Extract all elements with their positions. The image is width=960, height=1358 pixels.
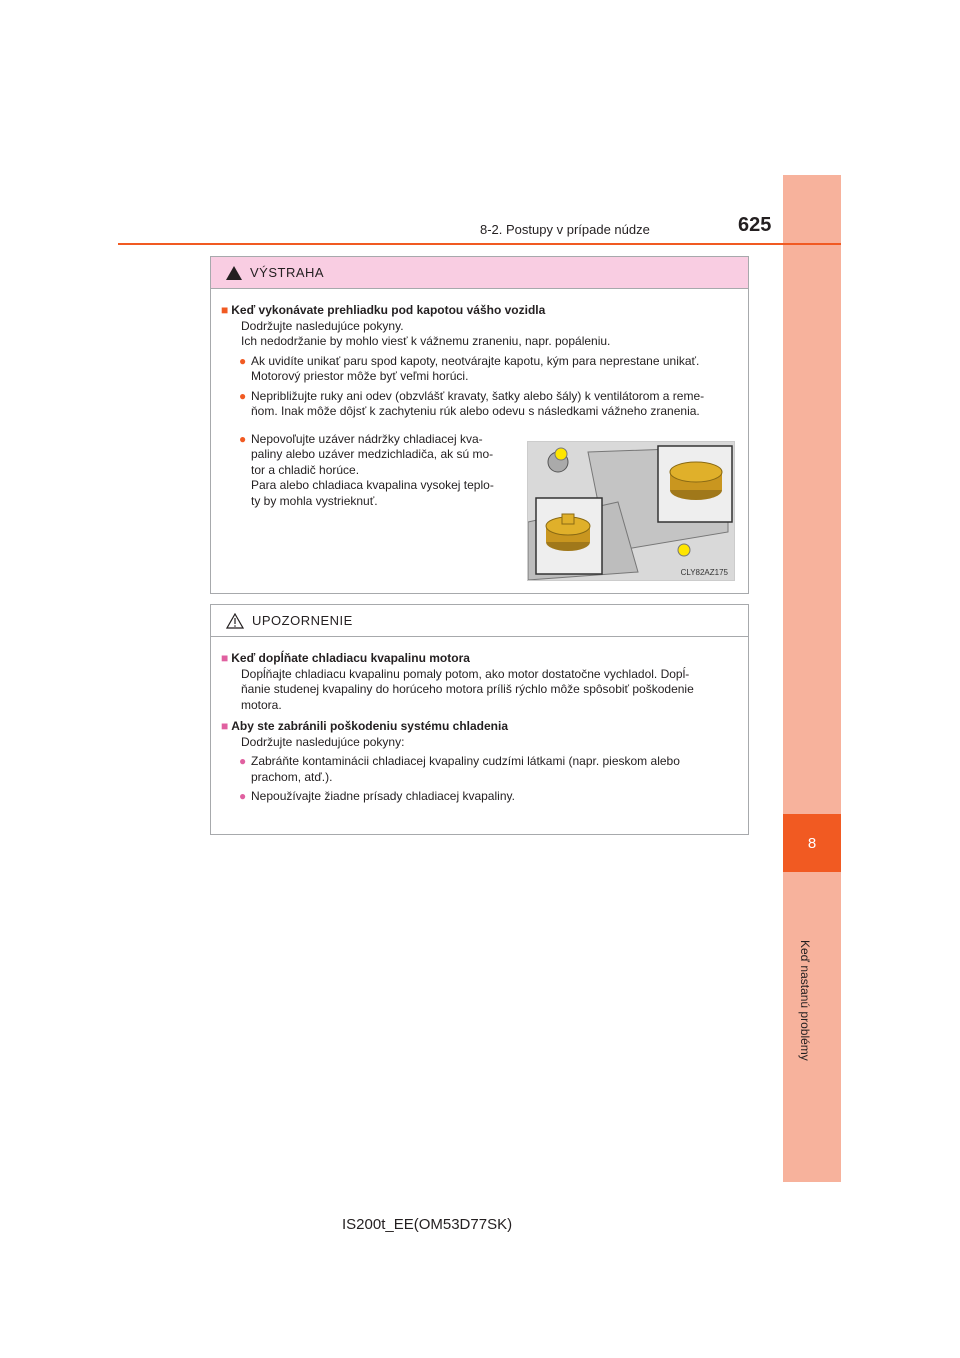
- engine-drawing: [528, 442, 734, 580]
- square-bullet-icon: ■: [221, 719, 229, 733]
- header-rule: [118, 243, 841, 245]
- caution-triangle-icon: [226, 613, 244, 629]
- image-code: CLY82AZ175: [680, 568, 728, 577]
- caution-heading-damage: ■ Aby ste zabránili poškodeniu systému chladenia: [221, 719, 508, 733]
- model-code: IS200t_EE(OM53D77SK): [342, 1216, 513, 1233]
- warning-header: [211, 257, 748, 289]
- section-title: 8-2. Postupy v prípade núdze: [480, 222, 650, 237]
- chapter-title: Keď nastanú problémy: [798, 940, 812, 1061]
- round-bullet-icon: ●: [239, 754, 247, 768]
- warning-bullet-fans: ● Nepribližujte ruky ani odev (obzvlášť kravaty, šatky alebo šály) k ventilátorom a reme- ňom. Inak môže dôjsť k zachyteniu rúk alebo odevu s následkami vážneho zranenia.: [239, 388, 705, 418]
- caution-bullet-contamination: ● Zabráňte kontaminácii chladiacej kvapaliny cudzími látkami (napr. pieskom alebo prachom, atď.).: [239, 754, 680, 784]
- square-bullet-icon: ■: [221, 651, 229, 665]
- warning-intro: Dodržujte nasledujúce pokyny. Ich nedodržanie by mohlo viesť k vážnemu zraneniu, napr. popáleniu.: [241, 318, 611, 348]
- caution-header: [211, 605, 748, 637]
- round-bullet-icon: ●: [239, 388, 247, 403]
- caution-heading-refill: ■ Keď dopĺňate chladiacu kvapalinu motora: [221, 651, 470, 665]
- warning-bullet-steam: ● Ak uvidíte unikať paru spod kapoty, neotvárajte kapotu, kým para neprestane unikať. Motorový priestor môže byť veľmi horúci.: [239, 353, 700, 383]
- caution-title: UPOZORNENIE: [252, 613, 353, 628]
- caution-text-refill: Dopĺňajte chladiacu kvapalinu pomaly potom, ako motor dostatočne vychladol. Dopĺ- ňanie studenej kvapaliny do horúceho motora príliš rýchlo môže spôsobiť poškodenie motora.: [241, 666, 694, 712]
- caution-box: [210, 604, 749, 835]
- round-bullet-icon: ●: [239, 353, 247, 368]
- warning-heading: ■ Keď vykonávate prehliadku pod kapotou vášho vozidla: [221, 303, 546, 317]
- round-bullet-icon: ●: [239, 431, 247, 446]
- chapter-number: 8: [783, 814, 841, 872]
- caution-text-damage: Dodržujte nasledujúce pokyny:: [241, 734, 405, 749]
- chapter-side-tab: [783, 175, 841, 1182]
- warning-bullet-cap: ● Nepovoľujte uzáver nádržky chladiacej kva- paliny alebo uzáver medzichladiča, ak sú mo- tor a chladič horúce. Para alebo chladiaca kvapalina vysokej teplo- ty by mohla vystrieknuť.: [239, 431, 494, 508]
- engine-coolant-cap-illustration: [527, 441, 735, 581]
- round-bullet-icon: ●: [239, 789, 247, 803]
- square-bullet-icon: ■: [221, 303, 229, 317]
- caution-bullet-additives: ● Nepoužívajte žiadne prísady chladiacej kvapaliny.: [239, 789, 515, 803]
- warning-title: VÝSTRAHA: [250, 265, 325, 280]
- warning-box: [210, 256, 749, 594]
- warning-triangle-icon: [226, 266, 242, 280]
- page-number: 625: [738, 214, 772, 236]
